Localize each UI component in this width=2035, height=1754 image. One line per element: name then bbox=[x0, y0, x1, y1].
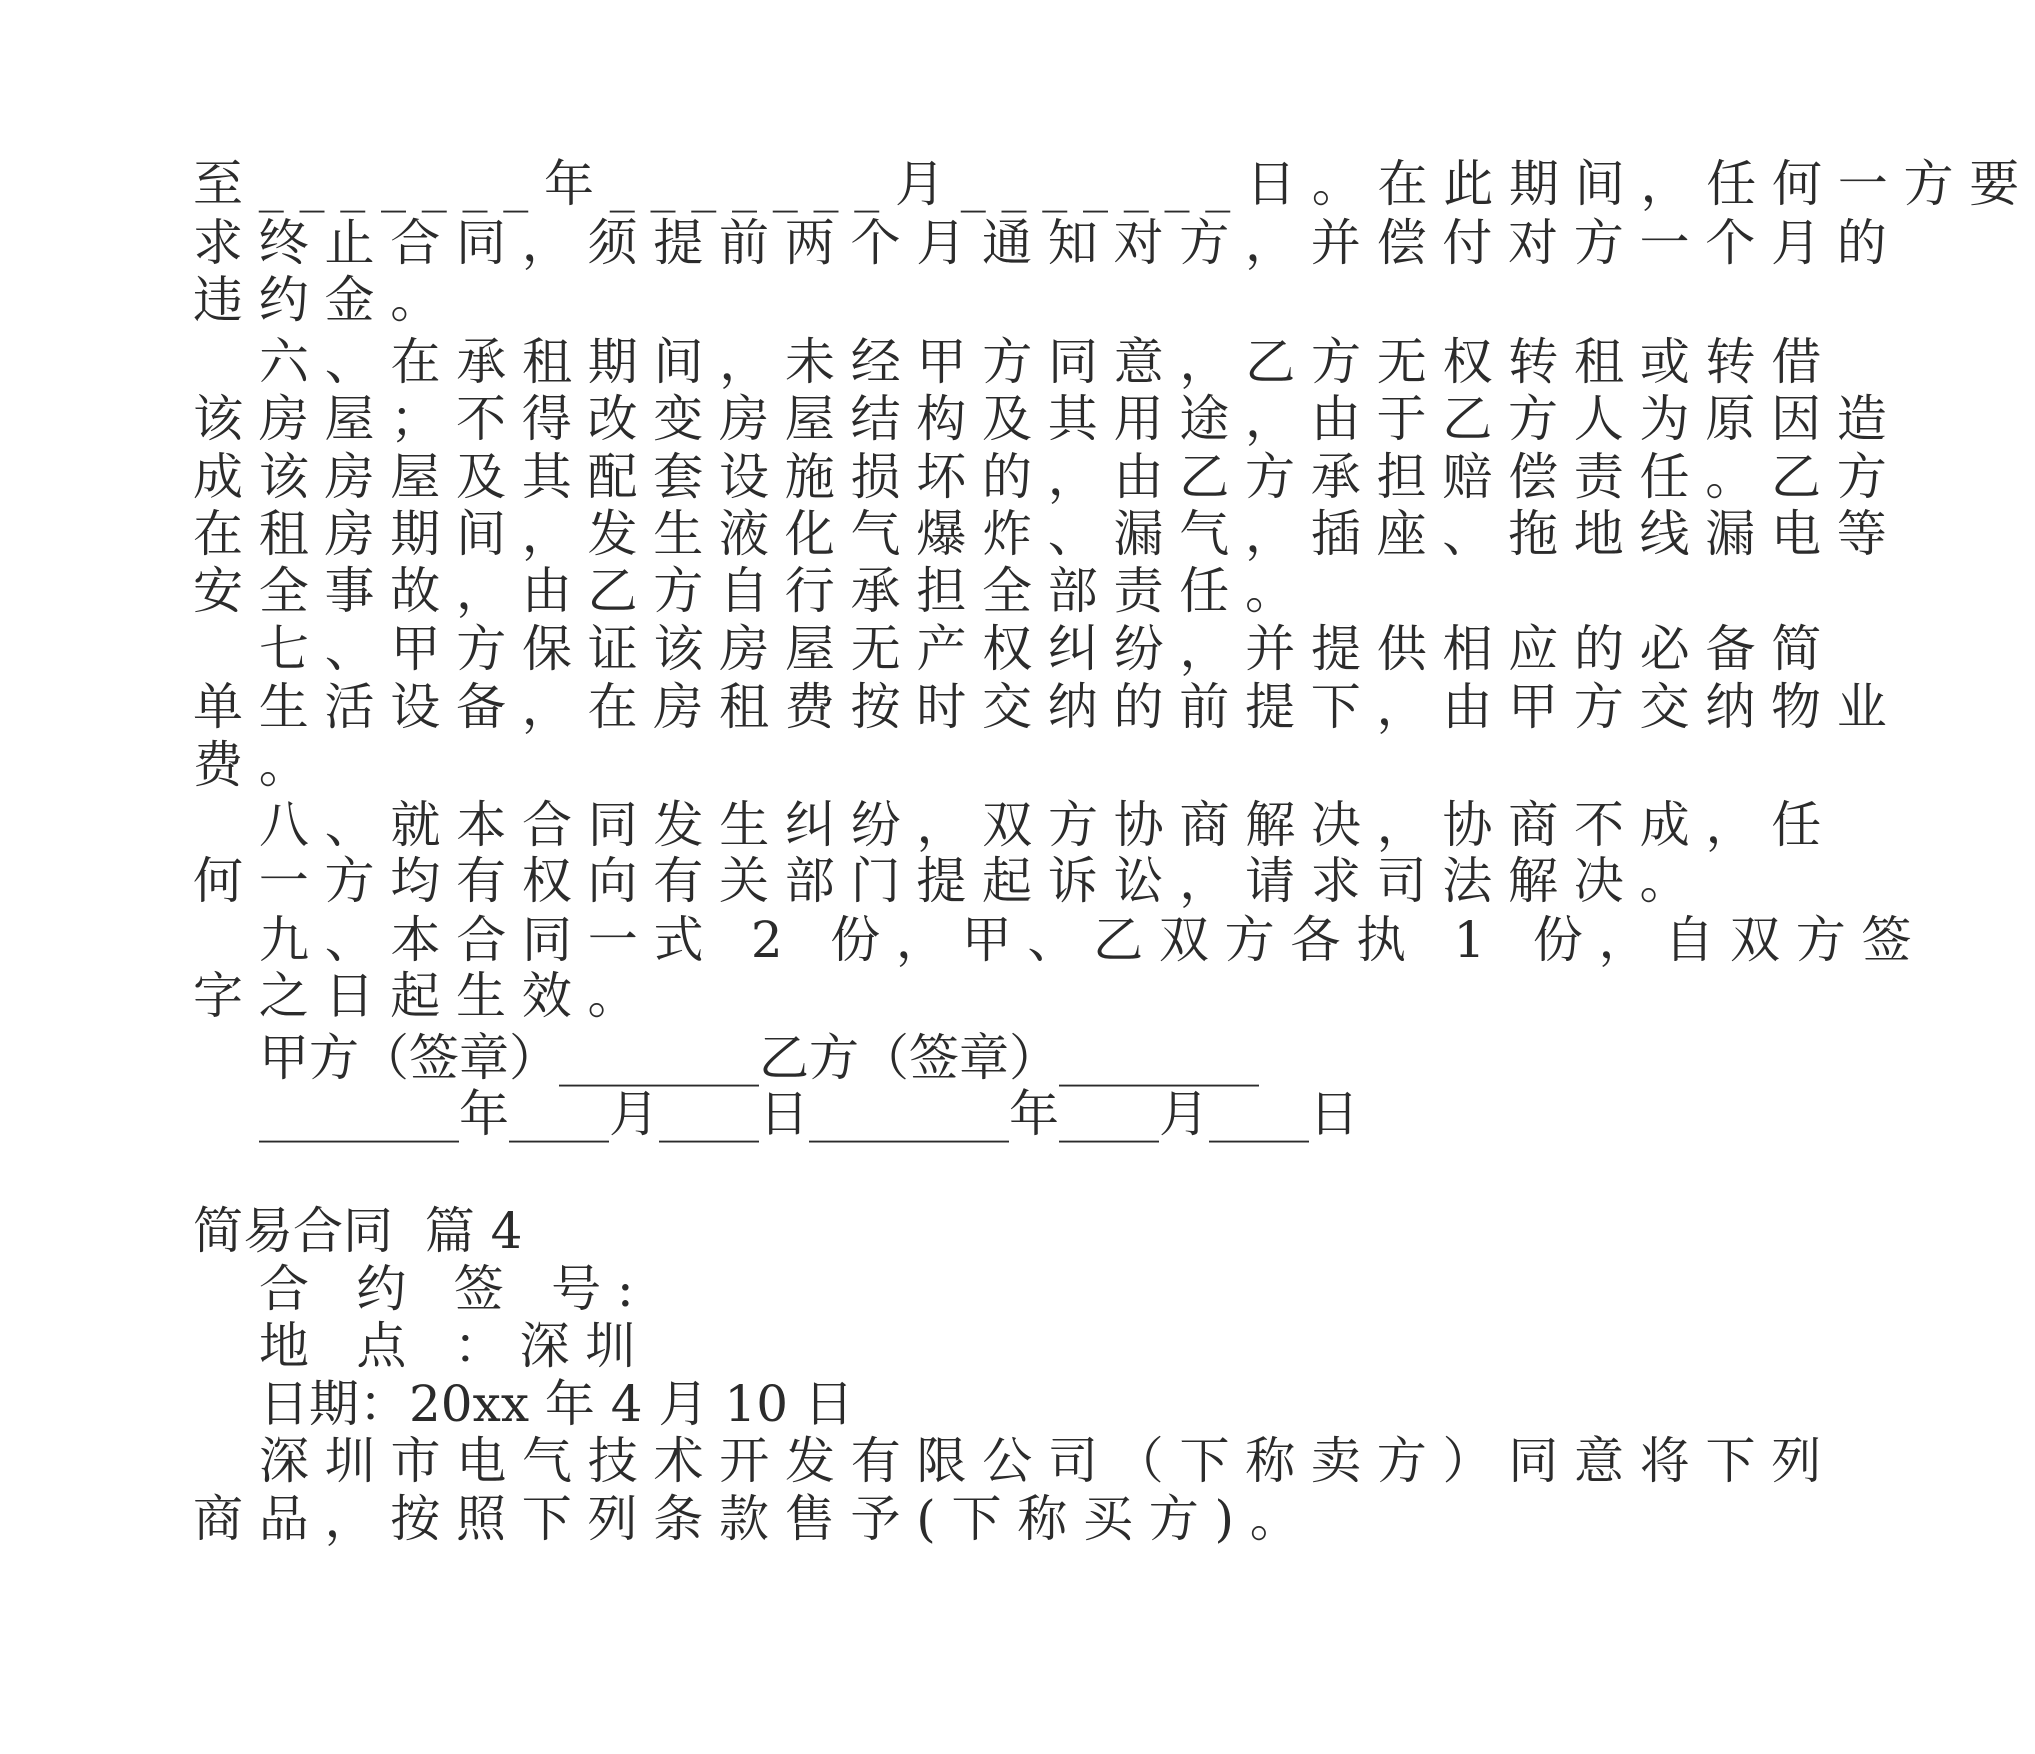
text-line: 六、在承租期间，未经甲方同意，乙方无权转租或转借 bbox=[259, 333, 1837, 391]
text-line: 九、本合同一式 2 份，甲、乙双方各执 1 份，自双方签 bbox=[259, 911, 1928, 969]
text-line: 商品，按照下列条款售予(下称买方)。 bbox=[193, 1490, 1316, 1548]
text-line: 在租房期间，发生液化气爆炸、漏气，插座、拖地线漏电等 bbox=[193, 505, 1903, 563]
signature-line: 甲方（签章）________乙方（签章）________ bbox=[259, 1029, 1259, 1087]
text-line: 违约金。 bbox=[193, 271, 456, 329]
text-line: 何一方均有权向有关部门提起诉讼，请求司法解决。 bbox=[193, 852, 1706, 910]
text-line: 该房屋；不得改变房屋结构及其用途，由于乙方人为原因造 bbox=[193, 390, 1903, 448]
text-line: 求终止合同，须提前两个月通知对方，并偿付对方一个月的 bbox=[193, 214, 1903, 272]
text-line: 单生活设备，在房租费按时交纳的前提下，由甲方交纳物业 bbox=[193, 678, 1903, 736]
text-line: 八、就本合同发生纠纷，双方协商解决，协商不成，任 bbox=[259, 796, 1837, 854]
location-line: 地 点 ：深圳 bbox=[259, 1317, 652, 1375]
date-line: 日期：20xx 年 4 月 10 日 bbox=[259, 1375, 854, 1433]
text-line: 七、甲方保证该房屋无产权纠纷，并提供相应的必备简 bbox=[259, 620, 1837, 678]
text-line: 字之日起生效。 bbox=[193, 967, 654, 1025]
text-line: 至_______年_______月_______日。在此期间，任何一方要 bbox=[193, 155, 2035, 213]
text-line: 成该房屋及其配套设施损坏的，由乙方承担赔偿责任。乙方 bbox=[193, 448, 1903, 506]
text-line: 深圳市电气技术开发有限公司（下称卖方）同意将下列 bbox=[259, 1432, 1837, 1490]
contract-number-label: 合 约 签 号: bbox=[259, 1260, 650, 1318]
section-heading: 简易合同 篇 4 bbox=[193, 1202, 523, 1260]
text-line: 安全事故，由乙方自行承担全部责任。 bbox=[193, 562, 1311, 620]
date-line: ________年____月____日________年____月____日 bbox=[259, 1085, 1359, 1143]
text-line: 费。 bbox=[193, 736, 325, 794]
